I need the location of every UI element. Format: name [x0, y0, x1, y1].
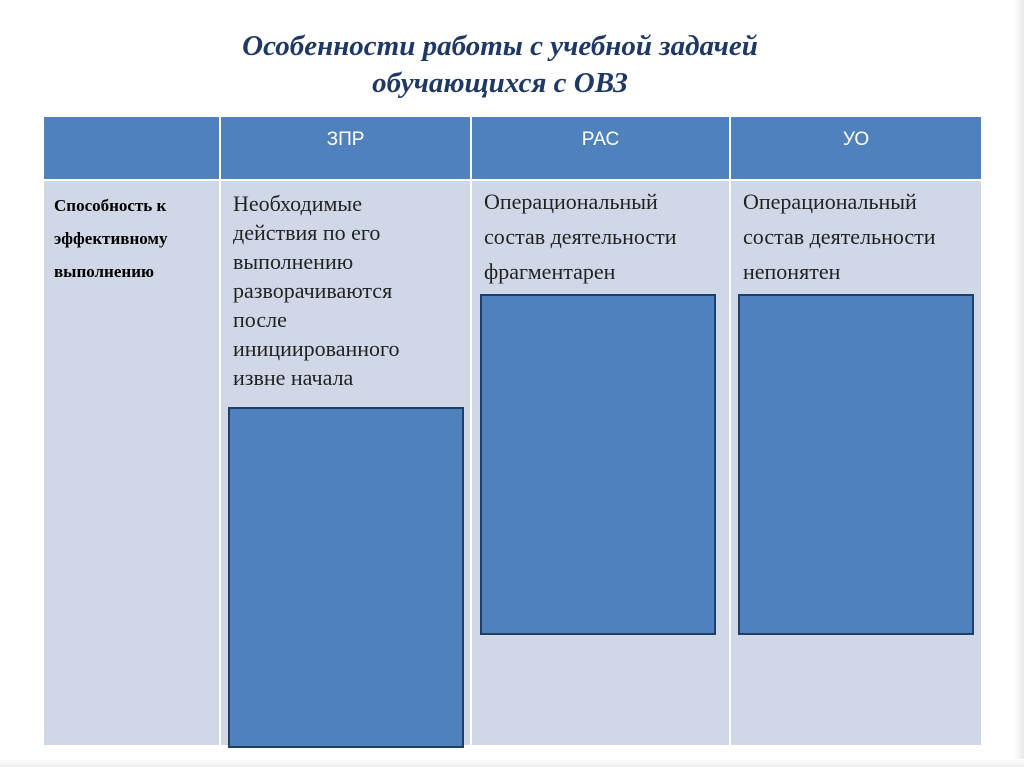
cell-zpr-line-6: инициированного	[233, 336, 400, 361]
cell-zpr-line-1: Необходимые	[233, 191, 362, 216]
slide-edge-shadow-bottom	[0, 759, 1024, 767]
cell-zpr-line-5: после	[233, 307, 287, 332]
row-label-line-3: выполнению	[54, 262, 154, 281]
slide-title	[120, 28, 880, 102]
slide-title-line-2: обучающихся с ОВЗ	[372, 67, 628, 99]
cover-rectangle-zpr[interactable]	[228, 407, 464, 748]
slide-title-line-1: Особенности работы с учебной задачей	[242, 30, 758, 62]
cell-zpr-line-4: разворачиваются	[233, 278, 393, 303]
row-label-line-2: эффективному	[54, 229, 168, 248]
header-cell-empty	[44, 117, 219, 179]
header-cell-uo: УО	[731, 117, 981, 179]
cell-zpr-line-3: выполнению	[233, 249, 354, 274]
header-cell-zpr: ЗПР	[221, 117, 470, 179]
cell-zpr-line-2: действия по его	[233, 220, 381, 245]
row-label-line-1: Способность к	[54, 196, 167, 215]
cell-ras-line-2: состав деятельности	[484, 224, 677, 249]
cover-rectangle-ras[interactable]	[480, 294, 716, 635]
row-label-cell	[44, 181, 219, 745]
slide-edge-shadow-right	[1014, 0, 1024, 767]
cover-rectangle-uo[interactable]	[738, 294, 974, 635]
cell-ras-line-3: фрагментарен	[484, 259, 616, 284]
cell-uo-line-3: непонятен	[743, 259, 841, 284]
cell-ras-line-1: Операциональный	[484, 189, 658, 214]
cell-uo-line-2: состав деятельности	[743, 224, 936, 249]
cell-zpr-line-7: извне начала	[233, 365, 354, 390]
header-cell-ras: РАС	[472, 117, 729, 179]
cell-uo-line-1: Операциональный	[743, 189, 917, 214]
